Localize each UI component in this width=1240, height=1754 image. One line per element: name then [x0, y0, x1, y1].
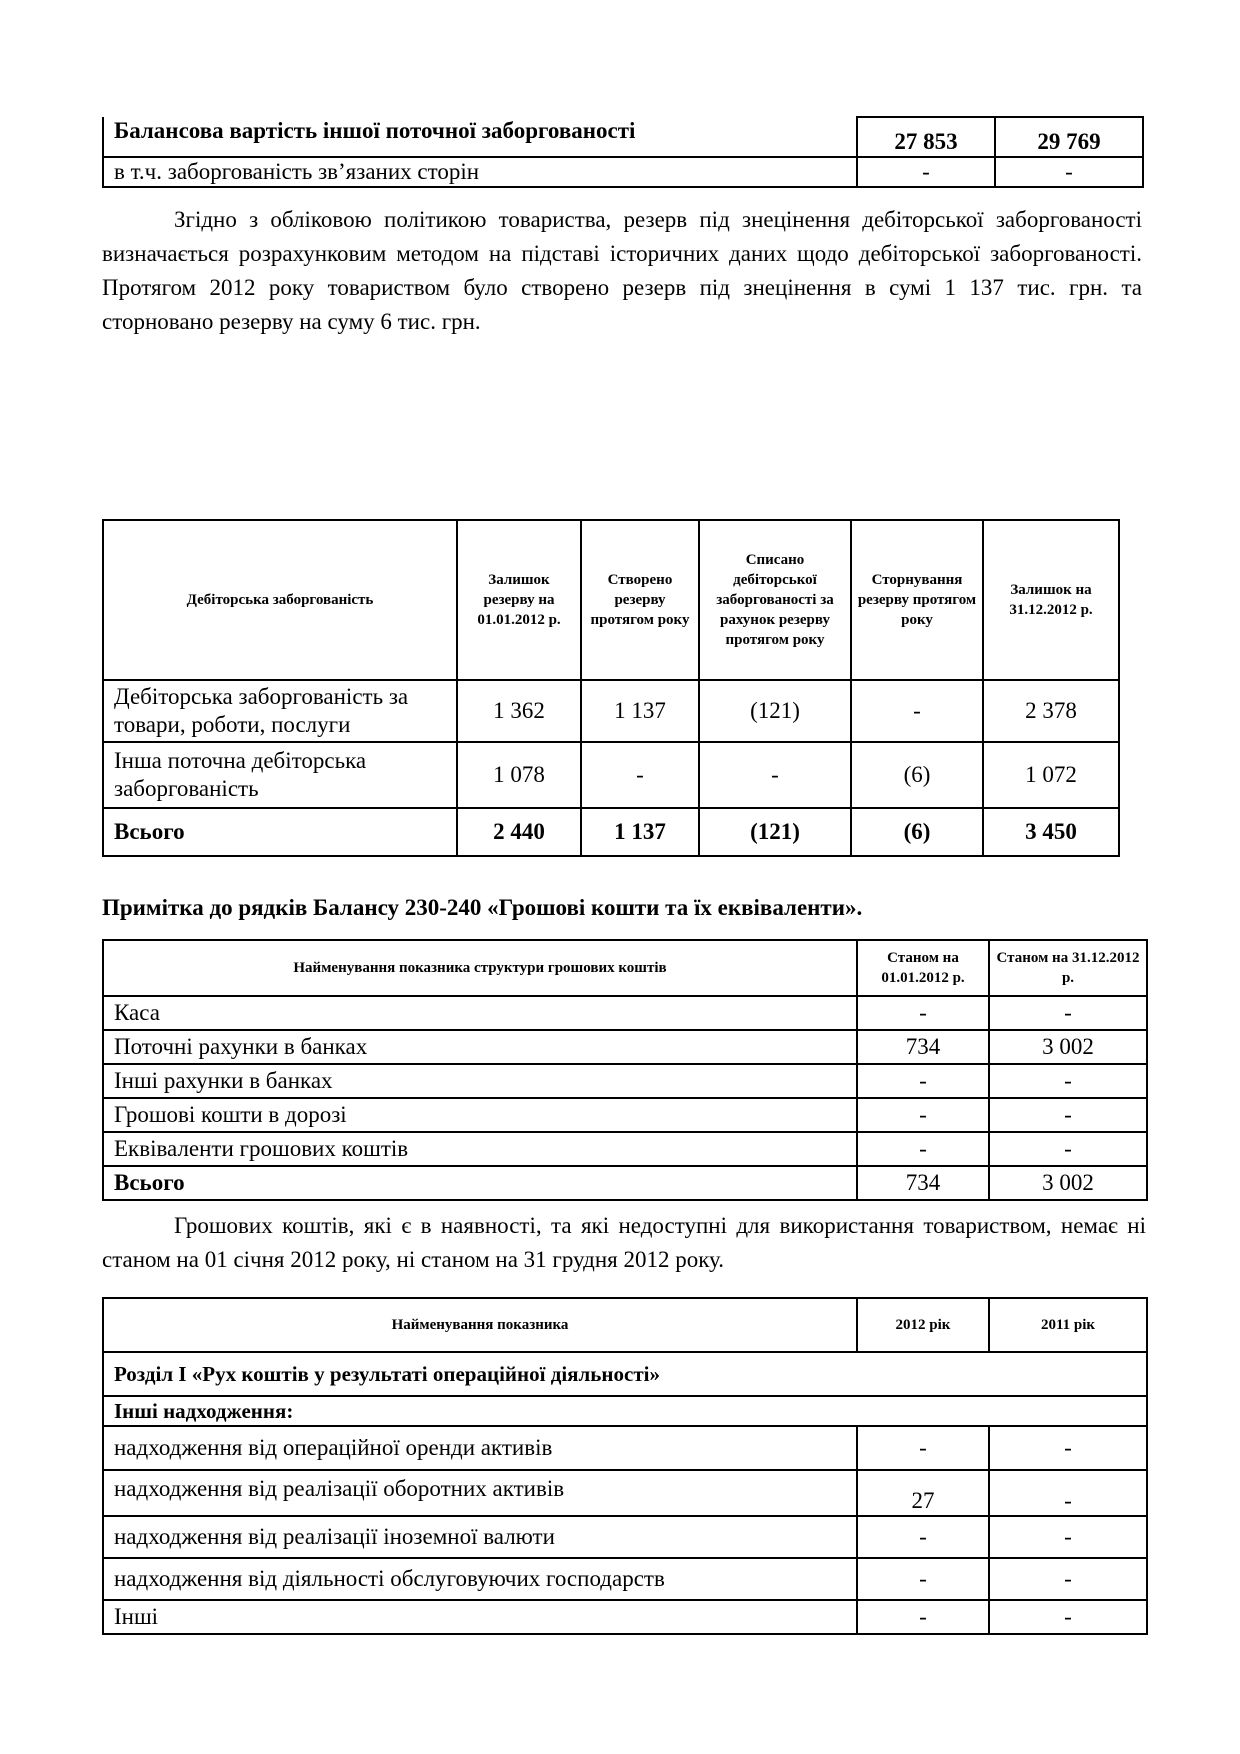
cell-value: - — [989, 1426, 1147, 1470]
header-closing-balance: Залишок на 31.12.2012 р. — [983, 520, 1119, 680]
cell-value: - — [989, 1558, 1147, 1600]
section-row — [103, 1352, 1147, 1396]
cell-value: 1 362 — [457, 680, 581, 742]
cell-value: 1 072 — [983, 742, 1119, 808]
cell-value: 3 002 — [989, 1030, 1147, 1064]
cell-value: - — [989, 1516, 1147, 1558]
header-written-off: Списано дебіторської заборгованості за рахунок резерву протягом року — [699, 520, 851, 680]
cell-value: - — [989, 1470, 1147, 1516]
cell-value: - — [989, 996, 1147, 1030]
cell-value: - — [857, 1132, 989, 1166]
total-value: 3 450 — [983, 808, 1119, 856]
subheader-title: Інші надходження: — [103, 1396, 1147, 1426]
total-value: 3 002 — [989, 1166, 1147, 1200]
header-reversal: Сторнування резерву протягом року — [851, 520, 983, 680]
row-label: в т.ч. заборгованість зв’язаних сторін — [103, 157, 857, 187]
table-header-row — [103, 940, 1147, 996]
cell-value: - — [699, 742, 851, 808]
row-label: Грошові кошти в дорозі — [103, 1098, 857, 1132]
row-label: Інші — [103, 1600, 857, 1634]
row-label: Інші рахунки в банках — [103, 1064, 857, 1098]
header-closing: Станом на 31.12.2012 р. — [989, 940, 1147, 996]
cell-value: 734 — [857, 1030, 989, 1064]
row-label: Каса — [103, 996, 857, 1030]
header-opening: Станом на 01.01.2012 р. — [857, 940, 989, 996]
value-2012: - — [857, 157, 995, 187]
row-label: надходження від реалізації іноземної валюти — [103, 1516, 857, 1558]
note-title: Примітка до рядків Балансу 230-240 «Грошові кошти та їх еквіваленти». — [102, 895, 863, 920]
value-2012: 27 853 — [857, 117, 995, 157]
cell-value: - — [857, 1426, 989, 1470]
cell-value: - — [989, 1064, 1147, 1098]
subheader-row — [103, 1396, 1147, 1426]
paragraph-reserve-policy: Згідно з обліковою політикою товариства, резерв під знецінення дебіторської заборгованості визначається розрахунковим методом на підставі історичних даних щодо дебіторської заборгованості. Протягом 2012 року товариством було створено резерв під знецінення в сумі 1 137 тис. грн. та сторновано резерву на суму 6 тис. грн. — [102, 207, 1142, 334]
header-2011: 2011 рік — [989, 1298, 1147, 1352]
cell-value: 1 078 — [457, 742, 581, 808]
header-indicator: Найменування показника — [103, 1298, 857, 1352]
cell-value: - — [581, 742, 699, 808]
header-created-reserve: Створено резерву протягом року — [581, 520, 699, 680]
cell-value: - — [851, 680, 983, 742]
cell-value: - — [857, 1516, 989, 1558]
table-row — [103, 680, 1119, 742]
header-indicator: Найменування показника структури грошових коштів — [103, 940, 857, 996]
table-row — [103, 1426, 1147, 1470]
total-value: 734 — [857, 1166, 989, 1200]
table-row — [103, 1470, 1147, 1516]
header-receivables: Дебіторська заборгованість — [103, 520, 457, 680]
table-total-row — [103, 808, 1119, 856]
cell-value: - — [989, 1600, 1147, 1634]
cell-value: - — [857, 1600, 989, 1634]
section-title: Розділ І «Рух коштів у результаті операційної діяльності» — [103, 1352, 1147, 1396]
value-2011: - — [995, 157, 1143, 187]
cell-value: - — [857, 1098, 989, 1132]
table-total-row — [103, 1166, 1147, 1200]
table-row — [103, 1098, 1147, 1132]
row-label: надходження від операційної оренди активів — [103, 1426, 857, 1470]
cell-value: - — [989, 1132, 1147, 1166]
cell-value: - — [857, 996, 989, 1030]
table-row — [103, 117, 1143, 157]
cell-value: 1 137 — [581, 680, 699, 742]
table-header-row — [103, 1298, 1147, 1352]
header-opening-reserve: Залишок резерву на 01.01.2012 р. — [457, 520, 581, 680]
total-label: Всього — [103, 808, 457, 856]
reserve-table — [102, 519, 1120, 857]
row-label: надходження від реалізації оборотних активів — [103, 1470, 857, 1516]
table-row — [103, 996, 1147, 1030]
table-row — [103, 157, 1143, 187]
cash-flow-table — [102, 1297, 1148, 1635]
row-label: Поточні рахунки в банках — [103, 1030, 857, 1064]
table-row — [103, 1600, 1147, 1634]
table-row — [103, 1558, 1147, 1600]
table-row — [103, 742, 1119, 808]
table-row — [103, 1064, 1147, 1098]
row-label: надходження від діяльності обслуговуючих господарств — [103, 1558, 857, 1600]
row-label: Інша поточна дебіторська заборгованість — [103, 742, 457, 808]
total-label: Всього — [103, 1166, 857, 1200]
total-value: (6) — [851, 808, 983, 856]
cell-value: - — [857, 1558, 989, 1600]
cell-value: 2 378 — [983, 680, 1119, 742]
total-value: 1 137 — [581, 808, 699, 856]
cell-value: - — [857, 1064, 989, 1098]
total-value: (121) — [699, 808, 851, 856]
cash-table — [102, 939, 1148, 1201]
value-2011: 29 769 — [995, 117, 1143, 157]
row-label: Еквіваленти грошових коштів — [103, 1132, 857, 1166]
top-table — [102, 116, 1144, 188]
table-header-row — [103, 520, 1119, 680]
header-2012: 2012 рік — [857, 1298, 989, 1352]
cell-value: - — [989, 1098, 1147, 1132]
table-row — [103, 1030, 1147, 1064]
cell-value: (6) — [851, 742, 983, 808]
paragraph-unavailable-cash: Грошових коштів, які є в наявності, та які недоступні для використання товариством, немає ні станом на 01 січня 2012 року, ні станом на 31 грудня 2012 року. — [102, 1213, 1146, 1272]
cell-value: 27 — [857, 1470, 989, 1516]
table-row — [103, 1516, 1147, 1558]
row-label: Балансова вартість іншої поточної заборгованості — [103, 117, 857, 157]
cell-value: (121) — [699, 680, 851, 742]
total-value: 2 440 — [457, 808, 581, 856]
row-label: Дебіторська заборгованість за товари, роботи, послуги — [103, 680, 457, 742]
table-row — [103, 1132, 1147, 1166]
